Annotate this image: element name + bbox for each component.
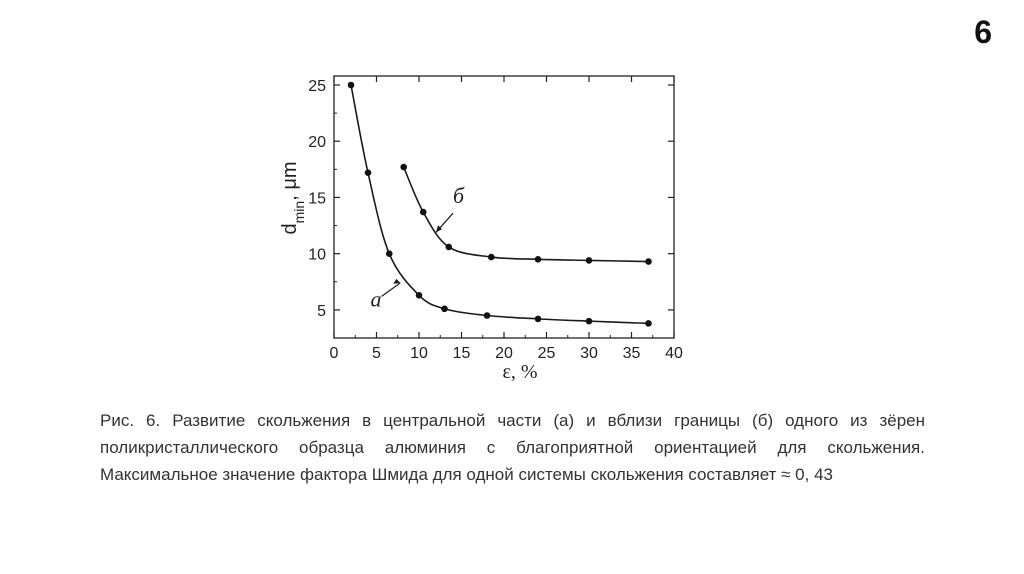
data-point — [488, 254, 495, 261]
data-point — [586, 257, 593, 264]
figure-caption: Рис. 6. Развитие скольжения в центральной части (а) и вблизи границы (б) одного из зёрен поликристаллического образца алюминия с благоприятной ориентацией для скольжения. Максимальное значение фактора Шмида для одной системы скольжения составляет ≈ 0, 43 — [100, 411, 925, 484]
data-point — [645, 258, 652, 265]
chart-ticks — [308, 76, 683, 362]
chart — [270, 68, 710, 388]
x-tick-label: 35 — [622, 345, 641, 362]
slide-number: 6 — [974, 14, 992, 50]
y-axis-label-subscript: min — [291, 200, 307, 224]
series-b — [400, 164, 651, 265]
chart-axes — [334, 76, 674, 338]
x-tick-label: 10 — [410, 345, 428, 362]
x-axis-label: ε, % — [502, 361, 538, 383]
y-axis-label-main: d — [279, 223, 301, 235]
series-line — [404, 167, 649, 261]
data-point — [400, 164, 407, 171]
y-axis-label-unit: , μm — [279, 161, 301, 201]
y-tick-label: 10 — [308, 246, 326, 264]
data-point — [586, 318, 593, 325]
plot-frame — [334, 76, 674, 338]
data-point — [445, 244, 452, 251]
data-point — [535, 316, 542, 323]
x-tick-label: 15 — [452, 345, 471, 362]
x-tick-label: 25 — [537, 345, 556, 362]
series-line — [351, 85, 649, 323]
x-tick-label: 5 — [372, 345, 381, 362]
data-point — [441, 305, 448, 312]
y-tick-label: 20 — [308, 134, 326, 152]
chart-series — [348, 82, 652, 327]
data-point — [386, 250, 393, 257]
y-tick-label: 25 — [308, 77, 326, 95]
data-point — [645, 320, 652, 327]
x-tick-label: 40 — [665, 345, 683, 362]
series-label-b: б — [453, 183, 465, 209]
data-point — [420, 209, 427, 216]
x-tick-label: 30 — [580, 345, 598, 362]
y-tick-label: 5 — [317, 302, 326, 320]
y-tick-label: 15 — [308, 190, 326, 208]
data-point — [535, 256, 542, 263]
series-label-a: а — [370, 286, 382, 312]
series-arrow-a — [382, 283, 401, 296]
y-axis-label — [279, 162, 307, 235]
data-point — [365, 169, 372, 176]
x-tick-label: 20 — [495, 345, 513, 362]
data-point — [348, 82, 355, 89]
x-tick-label: 0 — [329, 345, 339, 362]
data-point — [484, 312, 491, 319]
series-a — [348, 82, 652, 327]
data-point — [416, 292, 423, 299]
